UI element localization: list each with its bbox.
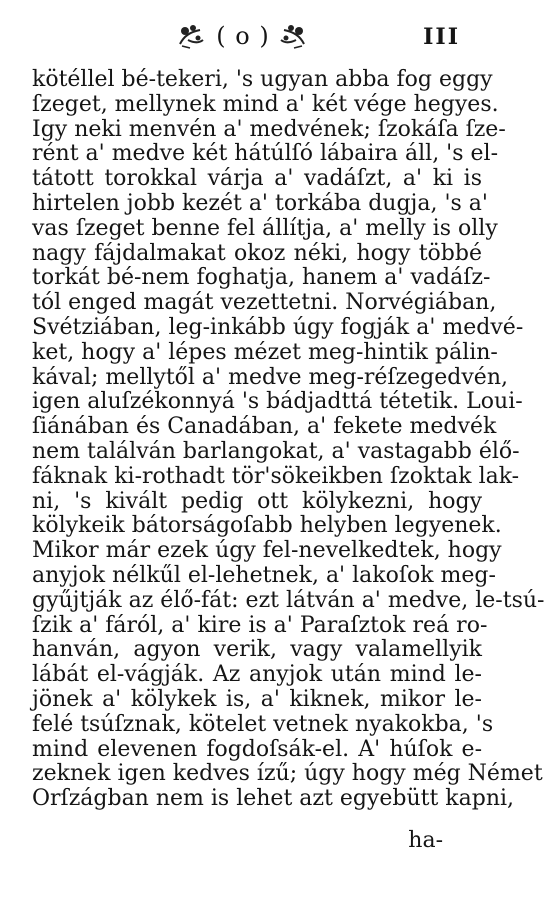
text-line: gyűjtják az élő-fát: ezt látván a' medve, le-tsú- bbox=[32, 587, 544, 613]
text-line: kával; mellytől a' medve meg-réſzegedvén, bbox=[32, 364, 508, 390]
floral-ornament-icon bbox=[176, 22, 206, 50]
text-line: tátott torokkal várja a' vadáſzt, a' ki is bbox=[32, 166, 482, 192]
text-line: tól enged magát vezettetni. Norvégiában, bbox=[32, 290, 497, 316]
page-header bbox=[0, 16, 515, 56]
text-line: vas ſzeget benne fel állítja, a' melly is olly bbox=[32, 215, 498, 241]
text-line: ni, 's kivált pedig ott kölykezni, hogy bbox=[32, 488, 482, 514]
text-line: felé tsúſznak, kötelet vetnek nyakokba, 's bbox=[32, 711, 494, 737]
text-line: Mikor már ezek úgy fel-nevelkedtek, hogy bbox=[32, 538, 502, 564]
floral-ornament-icon bbox=[278, 22, 308, 50]
header-mark: ( o ) bbox=[216, 22, 270, 50]
text-line: Svétziában, leg-inkább úgy fogják a' medvé- bbox=[32, 314, 524, 340]
text-line: ſzik a' fáról, a' kire is a' Paraſztok reá ro- bbox=[32, 612, 488, 638]
text-line: anyjok nélkűl el-lehetnek, a' lakoſok meg- bbox=[32, 562, 496, 588]
text-line: igen aluſzékonnyá 's bádjadttá tétetik. Loui- bbox=[32, 389, 523, 415]
body-text bbox=[32, 67, 544, 812]
text-line: nem találván barlangokat, a' vastagabb élő- bbox=[32, 438, 520, 464]
text-line: fáknak ki-rothadt tör'sökeikben ſzoktak lak- bbox=[32, 463, 520, 489]
text-line: ſiánában és Canadában, a' fekete medvék bbox=[32, 414, 497, 440]
text-line: lábát el-vágják. Az anyjok után mind le- bbox=[32, 662, 482, 688]
text-line: Igy neki menvén a' medvének; ſzokáſa ſze- bbox=[32, 116, 506, 142]
text-line: rént a' medve két hátúlſó lábaira áll, 's el- bbox=[32, 141, 499, 167]
text-line: kölykeik bátorságoſabb helyben legyenek. bbox=[32, 513, 502, 539]
text-line: ſzeget, mellynek mind a' két vége hegyes. bbox=[32, 91, 499, 117]
text-line: jönek a' kölykek is, a' kiknek, mikor le- bbox=[32, 686, 482, 712]
text-line: torkát bé-nem foghatja, hanem a' vadáſz- bbox=[32, 265, 491, 291]
text-line: hirtelen jobb kezét a' torkába dugja, 's a' bbox=[32, 190, 488, 216]
text-line: Orſzágban nem is lehet azt egyebütt kapni, bbox=[32, 786, 515, 812]
text-line: mind elevenen fogdoſsák-el. A' húſok e- bbox=[32, 736, 482, 762]
text-line: nagy fájdalmakat okoz néki, hogy többé bbox=[32, 240, 482, 266]
text-line: kötéllel bé-tekeri, 's ugyan abba fog eggy bbox=[32, 67, 493, 92]
catchword: ha- bbox=[408, 828, 443, 853]
page-number: III bbox=[423, 24, 460, 50]
text-line: ket, hogy a' lépes mézet meg-hintik pálin- bbox=[32, 339, 498, 365]
text-line: hanván, agyon verik, vagy valamellyik bbox=[32, 637, 482, 663]
text-line: zeknek igen kedves ízű; úgy hogy még Német bbox=[32, 761, 543, 787]
